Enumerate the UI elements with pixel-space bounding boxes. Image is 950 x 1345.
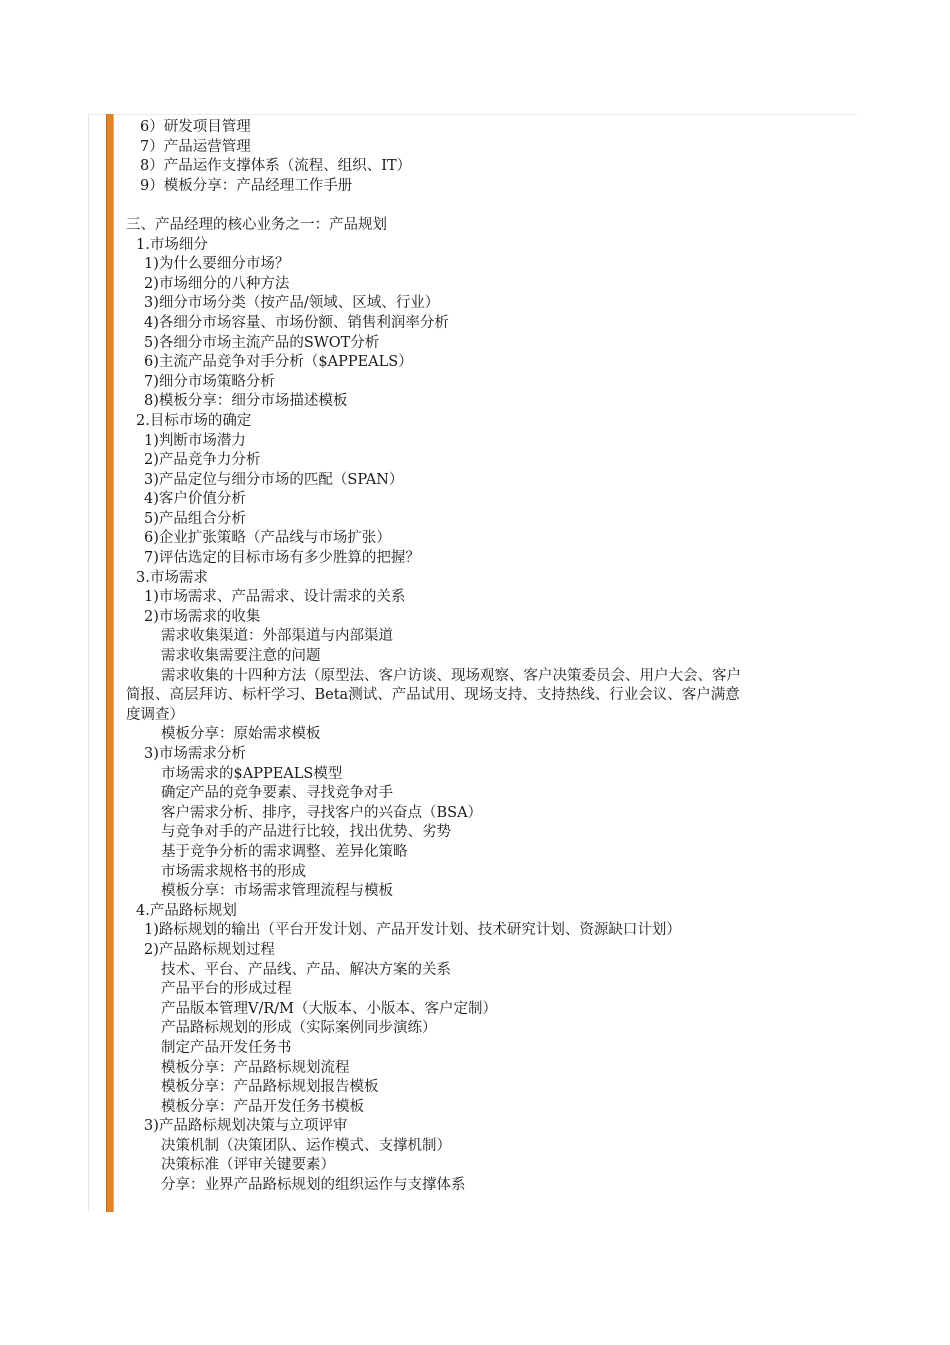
list-item: 1)判断市场潜力 xyxy=(144,432,246,449)
detail-item: 模板分享：产品路标规划报告模板 xyxy=(161,1079,379,1096)
list-item: 3)市场需求分析 xyxy=(144,746,246,762)
detail-item: 模板分享：产品开发任务书模板 xyxy=(161,1098,364,1115)
top-border xyxy=(88,114,858,115)
subsection-title: 1.市场细分 xyxy=(136,236,208,253)
toc-item: 8）产品运作支撑体系（流程、组织、IT） xyxy=(140,158,412,175)
detail-item: 产品版本管理V/R/M（大版本、小版本、客户定制） xyxy=(161,1000,498,1017)
toc-item: 9）模板分享：产品经理工作手册 xyxy=(140,177,353,194)
orange-accent-bar xyxy=(106,114,114,1212)
detail-item-continued: 度调查） xyxy=(126,706,184,723)
detail-item: 产品路标规划的形成（实际案例同步演练） xyxy=(161,1020,437,1037)
subsection-title: 2.目标市场的确定 xyxy=(136,412,252,429)
list-item: 1)市场需求、产品需求、设计需求的关系 xyxy=(144,589,406,606)
detail-item: 决策机制（决策团队、运作模式、支撑机制） xyxy=(161,1137,451,1154)
list-item: 8)模板分享：细分市场描述模板 xyxy=(144,393,348,410)
toc-item: 7）产品运营管理 xyxy=(140,138,251,155)
detail-item: 客户需求分析、排序，寻找客户的兴奋点（BSA） xyxy=(161,804,483,821)
detail-item: 需求收集需要注意的问题 xyxy=(161,648,321,665)
list-item: 2)市场需求的收集 xyxy=(144,608,261,625)
subsection-title: 4.产品路标规划 xyxy=(136,902,237,919)
list-item: 5)产品组合分析 xyxy=(144,510,246,527)
detail-item: 市场需求规格书的形成 xyxy=(161,863,306,880)
detail-item: 产品平台的形成过程 xyxy=(161,981,292,998)
spacer xyxy=(126,196,826,216)
detail-item: 确定产品的竞争要素、寻找竞争对手 xyxy=(161,785,393,802)
list-item: 6)主流产品竞争对手分析（$APPEALS） xyxy=(144,354,413,371)
left-border xyxy=(88,114,89,1212)
list-item: 5)各细分市场主流产品的SWOT分析 xyxy=(144,334,380,351)
subsection-title: 3.市场需求 xyxy=(136,569,208,586)
document-content xyxy=(126,118,826,1196)
list-item: 3)产品定位与细分市场的匹配（SPAN） xyxy=(144,471,404,488)
list-item: 4)各细分市场容量、市场份额、销售利润率分析 xyxy=(144,314,449,331)
detail-item: 需求收集渠道：外部渠道与内部渠道 xyxy=(161,628,393,645)
detail-item: 基于竞争分析的需求调整、差异化策略 xyxy=(161,843,408,860)
section-title: 三、产品经理的核心业务之一：产品规划 xyxy=(126,216,387,233)
detail-item: 模板分享：市场需求管理流程与模板 xyxy=(161,883,393,900)
list-item: 4)客户价值分析 xyxy=(144,491,246,508)
list-item: 2)产品路标规划过程 xyxy=(144,941,275,958)
list-item: 3)细分市场分类（按产品/领域、区域、行业） xyxy=(144,295,440,312)
detail-item: 与竞争对手的产品进行比较，找出优势、劣势 xyxy=(161,824,451,841)
detail-item: 需求收集的十四种方法（原型法、客户访谈、现场观察、客户决策委员会、用户大会、客户 xyxy=(161,667,741,684)
detail-item: 模板分享：产品路标规划流程 xyxy=(161,1059,350,1076)
list-item: 2)市场细分的八种方法 xyxy=(144,275,290,292)
list-item: 3)产品路标规划决策与立项评审 xyxy=(144,1118,348,1135)
detail-item: 制定产品开发任务书 xyxy=(161,1039,292,1056)
list-item: 7)评估选定的目标市场有多少胜算的把握？ xyxy=(144,550,420,567)
list-item: 2)产品竞争力分析 xyxy=(144,452,261,469)
list-item: 1)为什么要细分市场？ xyxy=(144,256,290,273)
detail-item: 模板分享：原始需求模板 xyxy=(161,726,321,743)
detail-item: 市场需求的$APPEALS模型 xyxy=(161,765,343,782)
detail-item: 决策标准（评审关键要素） xyxy=(161,1157,335,1174)
detail-item-continued: 简报、高层拜访、标杆学习、Beta测试、产品试用、现场支持、支持热线、行业会议、客户满意 xyxy=(126,687,740,704)
list-item: 7)细分市场策略分析 xyxy=(144,373,275,390)
list-item: 1)路标规划的输出（平台开发计划、产品开发计划、技术研究计划、资源缺口计划） xyxy=(144,922,681,939)
detail-item: 分享：业界产品路标规划的组织运作与支撑体系 xyxy=(161,1177,466,1194)
detail-item: 技术、平台、产品线、产品、解决方案的关系 xyxy=(161,961,451,978)
toc-item: 6）研发项目管理 xyxy=(140,119,251,135)
list-item: 6)企业扩张策略（产品线与市场扩张） xyxy=(144,530,391,547)
